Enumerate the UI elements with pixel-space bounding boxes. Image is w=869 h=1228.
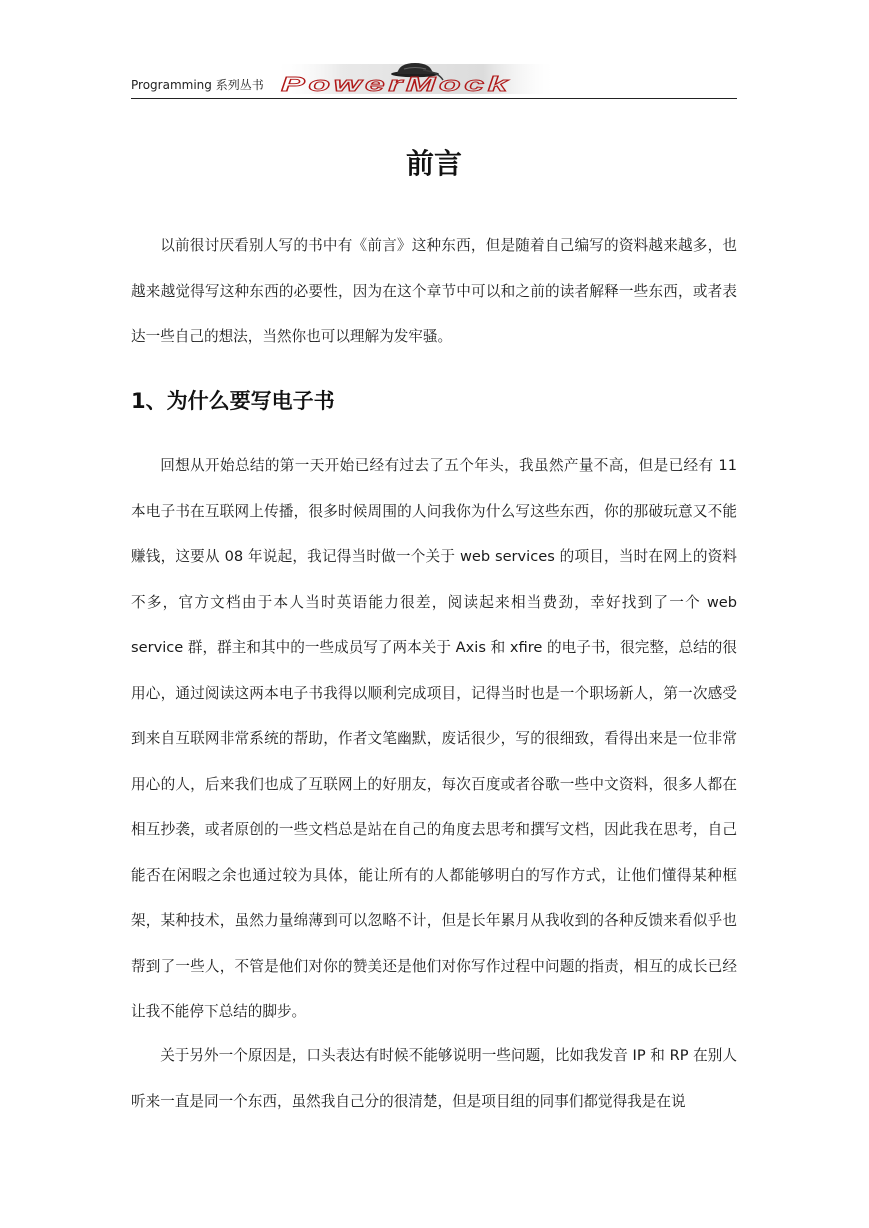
- page-title: 前言: [405, 147, 462, 180]
- page-header: [131, 62, 737, 99]
- section-paragraph-2: 关于另外一个原因是，口头表达有时候不能够说明一些问题，比如我发音 IP 和 RP 在别人听来一直是同一个东西，虽然我自己分的很清楚，但是项目组的同事们都觉得我是在说: [131, 1047, 737, 1110]
- section-heading: 1、为什么要写电子书: [131, 389, 335, 413]
- intro-paragraph: 以前很讨厌看别人写的书中有《前言》这种东西，但是随着自己编写的资料越来越多，也越来越觉得写这种东西的必要性，因为在这个章节中可以和之前的读者解释一些东西，或者表达一些自己的想法，当然你也可以理解为发牢骚。: [131, 237, 737, 345]
- logo-lettering: PowerMock: [281, 74, 511, 96]
- header-series-title: Programming 系列丛书: [131, 78, 264, 92]
- document-page: [131, 0, 737, 1228]
- section-paragraph-1: 回想从开始总结的第一天开始已经有过去了五个年头，我虽然产量不高，但是已经有 11 本电子书在互联网上传播，很多时候周围的人问我你为什么写这些东西，你的那破玩意又不能赚钱，这要从 08 年说起，我记得当时做一个关于 web services 的项目，当时在网上的资料不多，官方文档由于本人当时英语能力很差，阅读起来相当费劲，幸好找到了一个 web service 群，群主和其中的一些成员写了两本关于 Axis 和 xfire 的电子书，很完整，总结的很用心，通过阅读这两本电子书我得以顺利完成项目，记得当时也是一个职场新人，第一次感受到来自互联网非常系统的帮助，作者文笔幽默，废话很少，写的很细致，看得出来是一位非常用心的人，后来我们也成了互联网上的好朋友，每次百度或者谷歌一些中文资料，很多人都在相互抄袭，或者原创的一些文档总是站在自己的角度去思考和撰写文档，因此我在思考，自己能否在闲暇之余也通过较为具体，能让所有的人都能够明白的写作方式，让他们懂得某种框架，某种技术，虽然力量绵薄到可以忽略不计，但是长年累月从我收到的各种反馈来看似乎也帮到了一些人，不管是他们对你的赞美还是他们对你写作过程中问题的指责，相互的成长已经让我不能停下总结的脚步。: [131, 457, 737, 1020]
- powermock-logo: [273, 62, 553, 96]
